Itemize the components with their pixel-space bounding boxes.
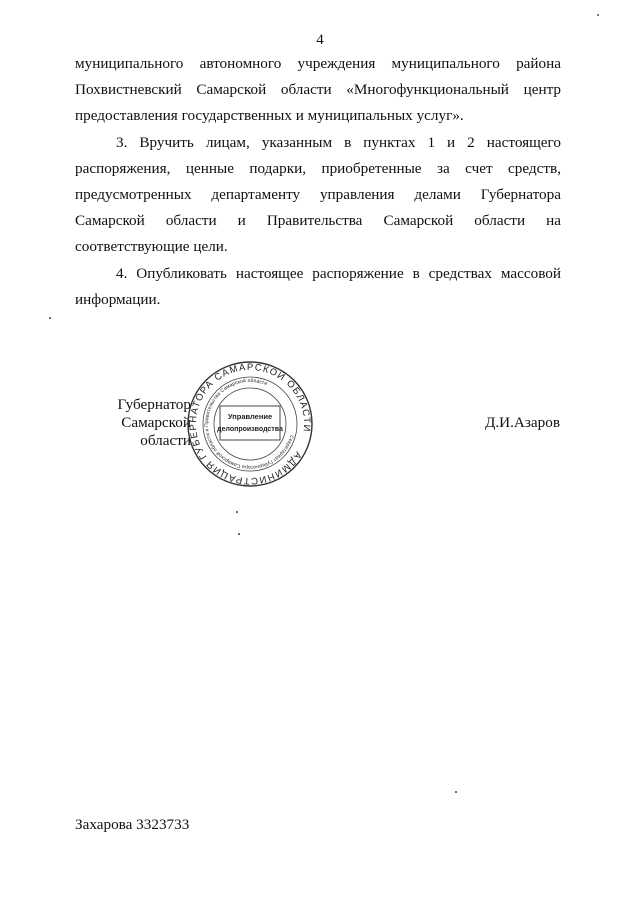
signatory-title-line-1: Губернатор (117, 396, 191, 413)
executor-contact: Захарова 3323733 (75, 816, 190, 833)
scan-speck (49, 317, 51, 319)
stamp-center-line-1: Управление (227, 412, 273, 421)
document-body (75, 51, 561, 313)
stamp-center-line-2: делопроизводства (217, 426, 283, 433)
scan-speck (238, 533, 240, 535)
scan-speck (597, 14, 599, 16)
signatory-name: Д.И.Азаров (485, 414, 560, 431)
scan-speck (455, 791, 457, 793)
paragraph-4: 4. Опубликовать настоящее распоряжение в средствах массовой информации. (75, 264, 561, 308)
signatory-title (75, 396, 191, 450)
official-seal-stamp (186, 360, 314, 488)
stamp-inner-text: Секретариат Губернатора Самарской области и Правительства Самарской области (203, 377, 295, 471)
page-number: 4 (316, 32, 324, 48)
paragraph-continuation: муниципального автономного учреждения муниципального района Похвистневский Самарской области «Многофункциональный центр предоставления государственных и муниципальных услуг». (75, 55, 561, 125)
paragraph-3: 3. Вручить лицам, указанным в пунктах 1 и 2 настоящего распоряжения, ценные подарки, приобретенные за счет средств, предусмотренных департаменту управления делами Губернатора Самарской области и Правительства Самарской области на соответствующие цели. (75, 133, 561, 256)
stamp-outer-text: АДМИНИСТРАЦИЯ ГУБЕРНАТОРА САМАРСКОЙ ОБЛАСТИ (187, 361, 313, 487)
signatory-title-line-2: Самарской области (121, 414, 191, 449)
scan-speck (236, 511, 238, 513)
